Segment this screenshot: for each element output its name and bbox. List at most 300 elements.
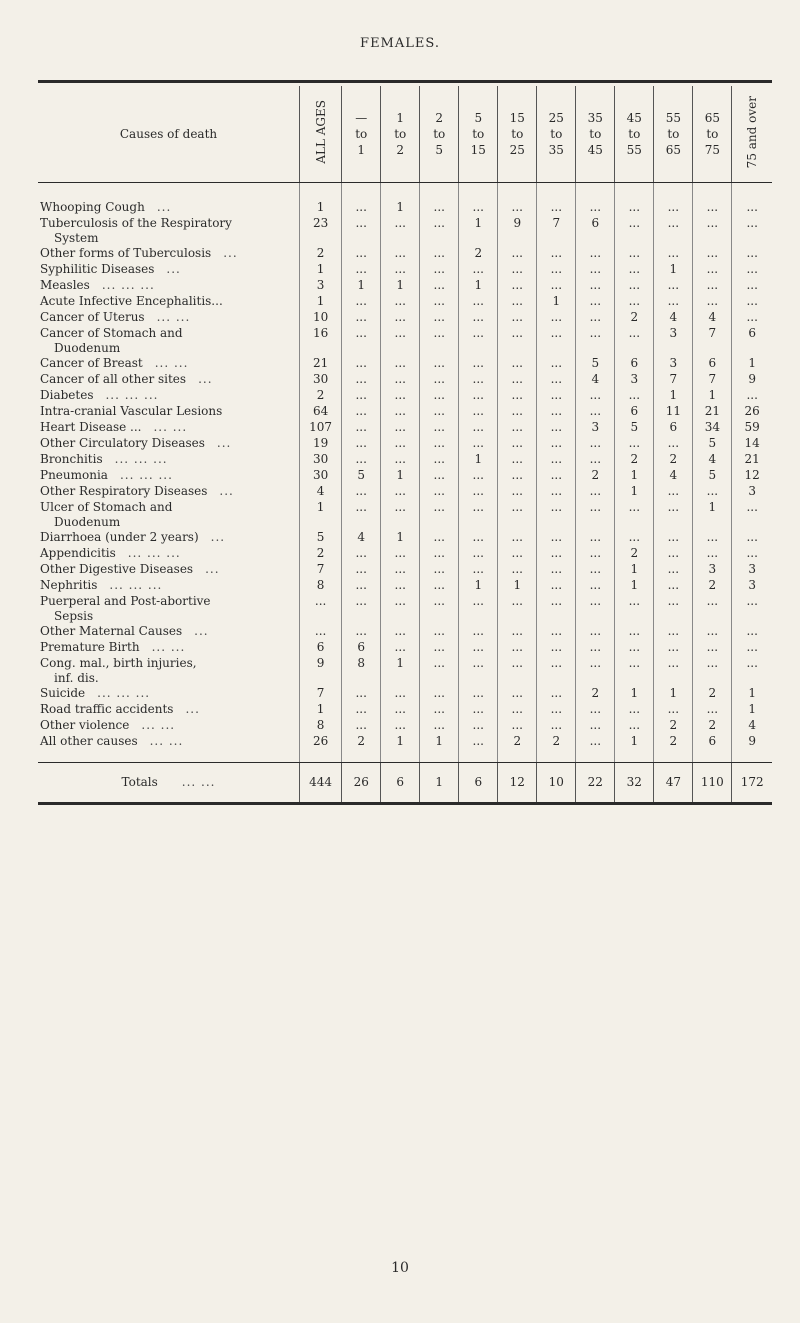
age-cell: ... bbox=[654, 246, 693, 262]
age-cell: 2 bbox=[342, 734, 381, 762]
age-cell: 2 bbox=[459, 246, 498, 262]
age-cell: 59 bbox=[732, 420, 772, 436]
cause-cell bbox=[38, 468, 300, 484]
age-cell: ... bbox=[732, 530, 772, 546]
age-cell: ... bbox=[615, 530, 654, 546]
age-cell: ... bbox=[537, 546, 576, 562]
age-cell: ... bbox=[381, 484, 420, 500]
leader-dots: ... bbox=[216, 436, 232, 450]
leader-dots: ... ... bbox=[156, 310, 191, 324]
cause-label bbox=[40, 436, 299, 451]
age-cell: ... bbox=[693, 182, 732, 216]
leader-dots: ... ... ... bbox=[101, 278, 155, 292]
age-cell: 4 bbox=[693, 310, 732, 326]
age-cell: ... bbox=[693, 216, 732, 246]
age-cell: ... bbox=[342, 624, 381, 640]
age-cell: ... bbox=[537, 500, 576, 530]
cause-label bbox=[40, 624, 299, 639]
cause-text: Cong. mal., birth injuries, bbox=[40, 656, 197, 670]
age-cell: ... bbox=[615, 656, 654, 686]
table-row bbox=[38, 436, 772, 452]
header-age-line: to bbox=[589, 127, 602, 141]
age-cell: ... bbox=[459, 388, 498, 404]
cause-text: Suicide bbox=[40, 686, 86, 700]
cause-text: Other Respiratory Diseases bbox=[40, 484, 208, 498]
age-cell: ... bbox=[381, 294, 420, 310]
age-cell: ... bbox=[654, 294, 693, 310]
header-age-line: 65 bbox=[704, 111, 720, 125]
age-cell: ... bbox=[459, 326, 498, 356]
age-cell: ... bbox=[420, 594, 459, 624]
cause-label bbox=[40, 262, 299, 277]
age-cell: ... bbox=[342, 246, 381, 262]
age-cell: ... bbox=[498, 436, 537, 452]
age-cell: 9 bbox=[498, 216, 537, 246]
age-cell: ... bbox=[537, 468, 576, 484]
all-ages-cell: 1 bbox=[300, 294, 342, 310]
cause-text: Road traffic accidents bbox=[40, 702, 174, 716]
table-row bbox=[38, 388, 772, 404]
age-cell: 2 bbox=[654, 734, 693, 762]
table-row bbox=[38, 686, 772, 702]
age-cell: ... bbox=[420, 546, 459, 562]
cause-label bbox=[40, 734, 299, 749]
totals-label-cell bbox=[38, 762, 300, 802]
age-cell: ... bbox=[420, 640, 459, 656]
age-cell: ... bbox=[459, 546, 498, 562]
age-cell: 3 bbox=[732, 578, 772, 594]
age-cell: 4 bbox=[576, 372, 615, 388]
age-cell: ... bbox=[420, 578, 459, 594]
age-cell: ... bbox=[537, 310, 576, 326]
age-cell: 3 bbox=[654, 356, 693, 372]
header-age-line: 5 bbox=[474, 111, 483, 125]
table-bottom-rule bbox=[38, 802, 772, 805]
all-ages-cell: 6 bbox=[300, 640, 342, 656]
age-cell: 1 bbox=[459, 216, 498, 246]
header-age-line: 15 bbox=[509, 111, 525, 125]
age-cell: ... bbox=[342, 702, 381, 718]
cause-text: Appendicitis bbox=[40, 546, 116, 560]
age-cell: ... bbox=[459, 356, 498, 372]
age-cell: ... bbox=[381, 718, 420, 734]
age-cell: ... bbox=[576, 640, 615, 656]
leader-dots: ... ... ... bbox=[97, 686, 151, 700]
age-cell: ... bbox=[420, 420, 459, 436]
leader-dots: ... bbox=[205, 562, 220, 576]
table-row bbox=[38, 246, 772, 262]
age-cell: ... bbox=[654, 562, 693, 578]
age-cell: ... bbox=[654, 640, 693, 656]
all-ages-cell: 30 bbox=[300, 468, 342, 484]
age-cell: 6 bbox=[342, 640, 381, 656]
table-row bbox=[38, 530, 772, 546]
cause-label bbox=[40, 656, 299, 686]
age-cell: ... bbox=[537, 686, 576, 702]
age-cell: ... bbox=[342, 420, 381, 436]
age-cell: ... bbox=[459, 436, 498, 452]
cause-text: Diarrhoea (under 2 years) bbox=[40, 530, 199, 544]
age-cell: 1 bbox=[615, 734, 654, 762]
cause-text: Other violence bbox=[40, 718, 130, 732]
age-cell: ... bbox=[654, 594, 693, 624]
table-row bbox=[38, 640, 772, 656]
cause-text: Measles bbox=[40, 278, 90, 292]
header-age-group bbox=[459, 86, 498, 182]
table-row bbox=[38, 594, 772, 624]
age-cell: ... bbox=[420, 372, 459, 388]
cause-label bbox=[40, 216, 299, 246]
age-cell: ... bbox=[498, 546, 537, 562]
age-cell: ... bbox=[381, 246, 420, 262]
cause-cell bbox=[38, 546, 300, 562]
age-cell: ... bbox=[498, 484, 537, 500]
header-age-group bbox=[615, 86, 654, 182]
age-cell: ... bbox=[537, 640, 576, 656]
leader-dots: ... ... bbox=[181, 775, 216, 789]
age-cell: 3 bbox=[732, 562, 772, 578]
cause-label bbox=[40, 246, 299, 261]
header-75-and-over bbox=[732, 86, 772, 182]
age-cell: ... bbox=[654, 656, 693, 686]
age-cell: 1 bbox=[381, 468, 420, 484]
age-cell: ... bbox=[615, 326, 654, 356]
age-cell: 2 bbox=[576, 468, 615, 484]
header-age-group bbox=[420, 86, 459, 182]
leader-dots: ... bbox=[210, 530, 226, 544]
age-cell: ... bbox=[498, 656, 537, 686]
all-ages-cell: 3 bbox=[300, 278, 342, 294]
cause-label bbox=[40, 372, 299, 387]
table-row bbox=[38, 562, 772, 578]
cause-continuation: Sepsis bbox=[54, 609, 94, 623]
age-cell: 5 bbox=[576, 356, 615, 372]
cause-cell bbox=[38, 388, 300, 404]
age-cell: ... bbox=[537, 404, 576, 420]
age-cell: 3 bbox=[732, 484, 772, 500]
cause-text: Tuberculosis of the Respiratory bbox=[40, 216, 232, 230]
all-ages-cell: 26 bbox=[300, 734, 342, 762]
all-ages-cell: 5 bbox=[300, 530, 342, 546]
age-cell: 3 bbox=[615, 372, 654, 388]
cause-cell bbox=[38, 656, 300, 686]
header-age-line: 25 bbox=[509, 143, 525, 157]
table-row bbox=[38, 420, 772, 436]
age-cell: ... bbox=[498, 640, 537, 656]
header-age-line: to bbox=[433, 127, 446, 141]
all-ages-cell: 9 bbox=[300, 656, 342, 686]
age-cell: 7 bbox=[693, 326, 732, 356]
age-cell: 2 bbox=[654, 452, 693, 468]
cause-cell bbox=[38, 404, 300, 420]
cause-label bbox=[40, 562, 299, 577]
table-body bbox=[38, 182, 772, 762]
age-cell: ... bbox=[576, 734, 615, 762]
age-cell: ... bbox=[498, 468, 537, 484]
age-cell: 8 bbox=[342, 656, 381, 686]
all-ages-cell: 19 bbox=[300, 436, 342, 452]
age-cell: ... bbox=[459, 702, 498, 718]
age-cell: ... bbox=[498, 500, 537, 530]
cause-text: Cancer of Uterus bbox=[40, 310, 145, 324]
age-cell: 1 bbox=[615, 562, 654, 578]
age-cell: ... bbox=[654, 278, 693, 294]
age-cell: ... bbox=[537, 562, 576, 578]
age-cell: ... bbox=[420, 562, 459, 578]
header-age-group bbox=[654, 86, 693, 182]
age-cell: 6 bbox=[615, 356, 654, 372]
age-cell: 6 bbox=[576, 216, 615, 246]
age-cell: ... bbox=[732, 640, 772, 656]
age-cell: ... bbox=[420, 404, 459, 420]
cause-cell bbox=[38, 578, 300, 594]
total-age-cell: 12 bbox=[498, 762, 537, 802]
all-ages-cell: ... bbox=[300, 624, 342, 640]
mortality-table bbox=[38, 86, 772, 802]
age-cell: ... bbox=[615, 702, 654, 718]
age-cell: ... bbox=[381, 372, 420, 388]
age-cell: 3 bbox=[576, 420, 615, 436]
age-cell: ... bbox=[615, 594, 654, 624]
cause-cell bbox=[38, 246, 300, 262]
leader-dots: ... bbox=[156, 200, 172, 214]
age-cell: 2 bbox=[693, 578, 732, 594]
header-age-line: 75 bbox=[704, 143, 720, 157]
age-cell: ... bbox=[732, 246, 772, 262]
header-age-line: 2 bbox=[396, 143, 405, 157]
age-cell: ... bbox=[732, 278, 772, 294]
age-cell: ... bbox=[654, 182, 693, 216]
age-cell: 2 bbox=[615, 546, 654, 562]
cause-label bbox=[40, 500, 299, 530]
table-row bbox=[38, 656, 772, 686]
age-cell: ... bbox=[537, 278, 576, 294]
age-cell: ... bbox=[420, 624, 459, 640]
header-age-line: 35 bbox=[587, 111, 603, 125]
cause-label bbox=[40, 468, 299, 483]
total-age-cell: 10 bbox=[537, 762, 576, 802]
age-cell: ... bbox=[537, 656, 576, 686]
leader-dots: ... ... ... bbox=[127, 546, 181, 560]
all-ages-cell: 10 bbox=[300, 310, 342, 326]
age-cell: 1 bbox=[459, 578, 498, 594]
cause-label bbox=[40, 452, 299, 467]
total-age-cell: 1 bbox=[420, 762, 459, 802]
age-cell: ... bbox=[693, 246, 732, 262]
age-cell: ... bbox=[615, 640, 654, 656]
leader-dots: ... ... ... bbox=[114, 452, 168, 466]
age-cell: ... bbox=[576, 594, 615, 624]
cause-cell bbox=[38, 594, 300, 624]
age-cell: 7 bbox=[654, 372, 693, 388]
age-cell: 12 bbox=[732, 468, 772, 484]
age-cell: 21 bbox=[693, 404, 732, 420]
age-cell: 5 bbox=[693, 436, 732, 452]
cause-text: Cancer of all other sites bbox=[40, 372, 187, 386]
age-cell: ... bbox=[498, 562, 537, 578]
cause-cell bbox=[38, 436, 300, 452]
cause-cell bbox=[38, 294, 300, 310]
age-cell: ... bbox=[576, 624, 615, 640]
leader-dots: ... ... bbox=[151, 640, 186, 654]
age-cell: ... bbox=[498, 594, 537, 624]
table-row bbox=[38, 310, 772, 326]
age-cell: ... bbox=[498, 404, 537, 420]
age-cell: ... bbox=[732, 500, 772, 530]
age-cell: ... bbox=[498, 278, 537, 294]
all-ages-cell: 8 bbox=[300, 718, 342, 734]
cause-cell bbox=[38, 326, 300, 356]
age-cell: 2 bbox=[654, 718, 693, 734]
age-cell: ... bbox=[381, 420, 420, 436]
header-age-line: to bbox=[550, 127, 563, 141]
age-cell: ... bbox=[537, 530, 576, 546]
cause-continuation: Duodenum bbox=[54, 341, 121, 355]
age-cell: ... bbox=[381, 624, 420, 640]
age-cell: ... bbox=[420, 718, 459, 734]
age-cell: ... bbox=[420, 310, 459, 326]
age-cell: ... bbox=[693, 594, 732, 624]
table-row bbox=[38, 262, 772, 278]
cause-label bbox=[40, 640, 299, 655]
age-cell: ... bbox=[615, 278, 654, 294]
age-cell: ... bbox=[615, 216, 654, 246]
age-cell: ... bbox=[498, 372, 537, 388]
age-cell: ... bbox=[537, 702, 576, 718]
age-cell: ... bbox=[342, 546, 381, 562]
age-cell: ... bbox=[342, 594, 381, 624]
all-ages-cell: 7 bbox=[300, 562, 342, 578]
age-cell: ... bbox=[459, 656, 498, 686]
age-cell: ... bbox=[576, 436, 615, 452]
all-ages-cell: 23 bbox=[300, 216, 342, 246]
age-cell: 21 bbox=[732, 452, 772, 468]
age-cell: ... bbox=[420, 702, 459, 718]
age-cell: ... bbox=[459, 468, 498, 484]
age-cell: ... bbox=[576, 546, 615, 562]
cause-label bbox=[40, 388, 299, 403]
age-cell: 4 bbox=[342, 530, 381, 546]
age-cell: ... bbox=[732, 656, 772, 686]
age-cell: ... bbox=[381, 640, 420, 656]
cause-text: Cancer of Breast bbox=[40, 356, 143, 370]
age-cell: 1 bbox=[459, 278, 498, 294]
age-cell: ... bbox=[654, 436, 693, 452]
age-cell: ... bbox=[342, 326, 381, 356]
age-cell: ... bbox=[381, 216, 420, 246]
header-age-line: 1 bbox=[396, 111, 405, 125]
cause-cell bbox=[38, 372, 300, 388]
age-cell: 4 bbox=[732, 718, 772, 734]
table-row bbox=[38, 484, 772, 500]
cause-label bbox=[40, 326, 299, 356]
age-cell: ... bbox=[654, 578, 693, 594]
age-cell: ... bbox=[537, 452, 576, 468]
age-cell: 7 bbox=[693, 372, 732, 388]
cause-text: Acute Infective Encephalitis... bbox=[40, 294, 223, 308]
age-cell: ... bbox=[615, 624, 654, 640]
all-ages-cell: 7 bbox=[300, 686, 342, 702]
age-cell: ... bbox=[576, 262, 615, 278]
age-cell: ... bbox=[498, 718, 537, 734]
age-cell: 1 bbox=[654, 686, 693, 702]
cause-label bbox=[40, 200, 299, 215]
age-cell: ... bbox=[693, 484, 732, 500]
header-causes-of-death: Causes of death bbox=[119, 127, 218, 141]
age-cell: 9 bbox=[732, 734, 772, 762]
cause-text: Bronchitis bbox=[40, 452, 103, 466]
table-top-rule bbox=[38, 80, 772, 83]
table-row bbox=[38, 452, 772, 468]
age-cell: ... bbox=[342, 262, 381, 278]
age-cell: 1 bbox=[342, 278, 381, 294]
age-cell: 1 bbox=[615, 468, 654, 484]
age-cell: ... bbox=[381, 310, 420, 326]
age-cell: ... bbox=[420, 262, 459, 278]
age-cell: 1 bbox=[693, 500, 732, 530]
age-cell: ... bbox=[342, 686, 381, 702]
age-cell: 1 bbox=[420, 734, 459, 762]
age-cell: ... bbox=[498, 326, 537, 356]
age-cell: ... bbox=[381, 404, 420, 420]
cause-cell bbox=[38, 640, 300, 656]
age-cell: ... bbox=[342, 404, 381, 420]
header-bottom-rule bbox=[38, 182, 772, 183]
all-ages-cell: 64 bbox=[300, 404, 342, 420]
cause-text: Nephritis bbox=[40, 578, 98, 592]
age-cell: ... bbox=[615, 246, 654, 262]
age-cell: ... bbox=[537, 388, 576, 404]
age-cell: ... bbox=[537, 356, 576, 372]
age-cell: ... bbox=[459, 310, 498, 326]
header-age-group bbox=[693, 86, 732, 182]
table-row bbox=[38, 624, 772, 640]
age-cell: ... bbox=[342, 388, 381, 404]
age-cell: ... bbox=[537, 262, 576, 278]
age-cell: ... bbox=[420, 294, 459, 310]
age-cell: ... bbox=[420, 452, 459, 468]
age-cell: ... bbox=[459, 686, 498, 702]
age-cell: ... bbox=[420, 278, 459, 294]
cause-label bbox=[40, 356, 299, 371]
age-cell: 14 bbox=[732, 436, 772, 452]
cause-label bbox=[40, 294, 299, 309]
age-cell: ... bbox=[654, 530, 693, 546]
header-age-line: to bbox=[472, 127, 485, 141]
table-row bbox=[38, 702, 772, 718]
age-cell: ... bbox=[498, 356, 537, 372]
age-cell: ... bbox=[537, 718, 576, 734]
age-cell: ... bbox=[654, 484, 693, 500]
age-cell: 2 bbox=[498, 734, 537, 762]
table-row bbox=[38, 578, 772, 594]
table-row bbox=[38, 734, 772, 762]
totals-row bbox=[38, 762, 772, 802]
age-cell: ... bbox=[420, 326, 459, 356]
age-cell: 7 bbox=[537, 216, 576, 246]
age-cell: ... bbox=[693, 294, 732, 310]
age-cell: ... bbox=[498, 530, 537, 546]
cause-cell bbox=[38, 310, 300, 326]
age-cell: 6 bbox=[615, 404, 654, 420]
age-cell: ... bbox=[576, 182, 615, 216]
age-cell: ... bbox=[576, 500, 615, 530]
age-cell: 1 bbox=[732, 686, 772, 702]
age-cell: ... bbox=[342, 484, 381, 500]
age-cell: ... bbox=[381, 500, 420, 530]
age-cell: 5 bbox=[342, 468, 381, 484]
age-cell: ... bbox=[498, 624, 537, 640]
